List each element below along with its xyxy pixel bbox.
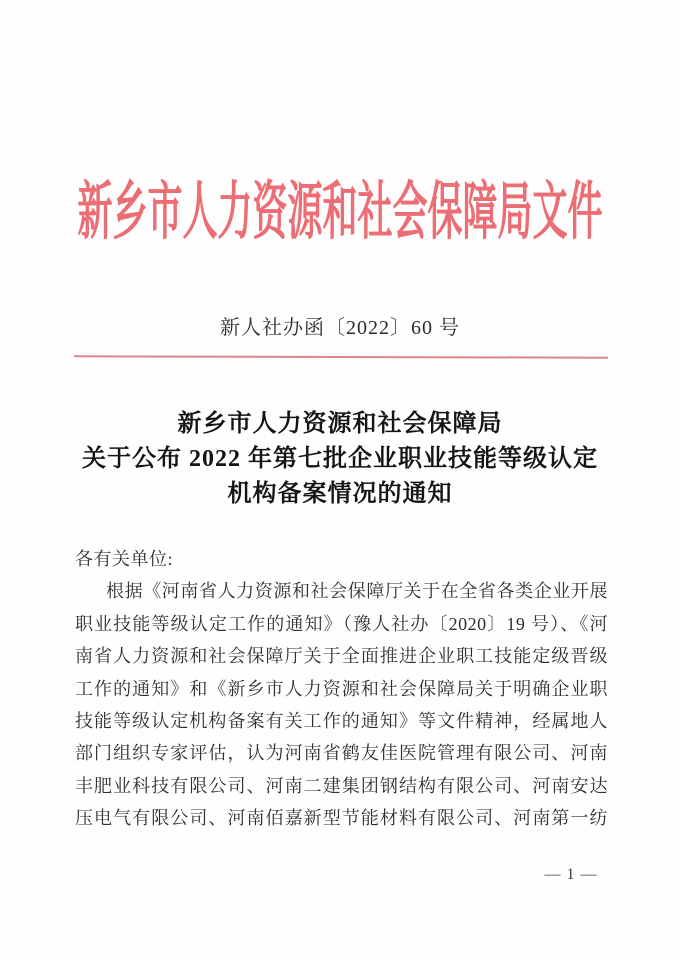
body-text-line-6: 部门组织专家评估，认为河南省鹤友佳医院管理有限公司、河南 (75, 743, 608, 764)
salutation-line: 各有关单位: (75, 549, 174, 569)
document-title (0, 407, 680, 512)
title-line-1: 新乡市人力资源和社会保障局 (177, 411, 503, 437)
title-line-2: 关于公布 2022 年第七批企业职业技能等级认定 (82, 446, 598, 472)
body-text-line-4: 工作的通知》和《新乡市人力资源和社会保障局关于明确企业职 (75, 678, 608, 699)
page-number: — 1 — (544, 866, 598, 883)
body-text-line-7: 丰肥业科技有限公司、河南二建集团钢结构有限公司、河南安达 (75, 775, 608, 796)
document-body (75, 543, 608, 835)
body-text-line-8: 压电气有限公司、河南佰嘉新型节能材料有限公司、河南第一纺 (75, 808, 608, 829)
title-line-3: 机构备案情况的通知 (227, 481, 453, 507)
red-divider-line (74, 355, 608, 358)
body-text-line-2: 职业技能等级认定工作的通知》（豫人社办〔2020〕19 号）、《河 (75, 613, 608, 634)
body-text-line-3: 南省人力资源和社会保障厅关于全面推进企业职工技能定级晋级 (75, 646, 608, 667)
document-number: 新人社办函〔2022〕60 号 (220, 317, 460, 339)
body-text-line-5: 技能等级认定机构备案有关工作的通知》等文件精神，经属地人 (75, 710, 608, 731)
masthead-title: 新乡市人力资源和社会保障局文件 (77, 177, 603, 248)
body-text-line-1: 根据《河南省人力资源和社会保障厅关于在全省各类企业开展 (106, 581, 608, 602)
